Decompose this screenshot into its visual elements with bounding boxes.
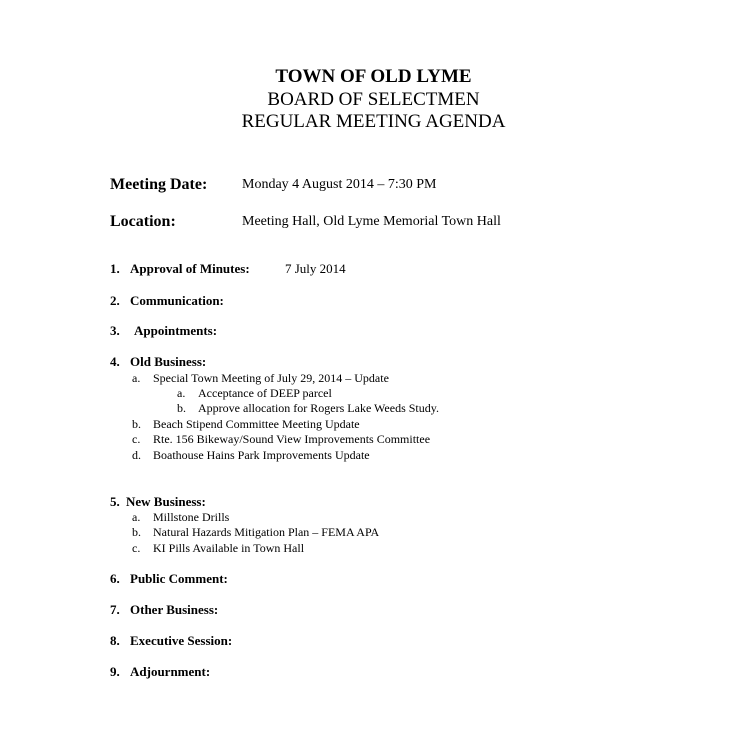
item-3-title: Appointments: (134, 323, 218, 338)
item-4c-letter: c. (132, 432, 141, 446)
item-5b-letter: b. (132, 525, 141, 539)
item-8-title: Executive Session: (130, 633, 233, 648)
item-9-title: Adjournment: (130, 664, 211, 679)
item-8-number: 8. (110, 633, 120, 648)
item-6-title: Public Comment: (130, 571, 228, 586)
meeting-date-value: Monday 4 August 2014 – 7:30 PM (242, 177, 437, 192)
item-5-number: 5. (110, 494, 120, 509)
item-9-number: 9. (110, 664, 120, 679)
item-2-title: Communication: (130, 293, 224, 308)
meeting-date-label: Meeting Date: (110, 176, 208, 193)
item-4c-text: Rte. 156 Bikeway/Sound View Improvements Committee (153, 432, 431, 446)
item-4b-text: Beach Stipend Committee Meeting Update (153, 417, 360, 431)
item-4a-text: Special Town Meeting of July 29, 2014 – Update (153, 371, 389, 385)
location-value: Meeting Hall, Old Lyme Memorial Town Hall (242, 214, 501, 229)
item-5c-text: KI Pills Available in Town Hall (153, 541, 305, 555)
item-4d-text: Boathouse Hains Park Improvements Update (153, 448, 370, 462)
board-title: BOARD OF SELECTMEN (267, 89, 480, 110)
item-1-title: Approval of Minutes: (130, 261, 250, 276)
item-4a-sub-b-letter: b. (177, 401, 186, 415)
item-4-title: Old Business: (130, 354, 207, 369)
item-4a-sub-a-text: Acceptance of DEEP parcel (198, 386, 332, 400)
town-title: TOWN OF OLD LYME (275, 66, 472, 87)
item-4a-letter: a. (132, 371, 141, 385)
item-5b-text: Natural Hazards Mitigation Plan – FEMA APA (153, 525, 380, 539)
item-3-number: 3. (110, 323, 120, 338)
agenda-title: REGULAR MEETING AGENDA (241, 111, 506, 132)
item-4b-letter: b. (132, 417, 141, 431)
item-2-number: 2. (110, 293, 120, 308)
item-4a-sub-b-text: Approve allocation for Rogers Lake Weeds Study. (198, 401, 439, 415)
item-1-number: 1. (110, 261, 120, 276)
item-7-number: 7. (110, 602, 120, 617)
item-6-number: 6. (110, 571, 120, 586)
item-1-value: 7 July 2014 (285, 261, 346, 276)
item-5a-letter: a. (132, 510, 141, 524)
location-label: Location: (110, 213, 176, 230)
item-4-number: 4. (110, 354, 120, 369)
item-4a-sub-a-letter: a. (177, 386, 186, 400)
item-5c-letter: c. (132, 541, 141, 555)
item-5a-text: Millstone Drills (153, 510, 230, 524)
item-5-title: New Business: (126, 494, 206, 509)
item-4d-letter: d. (132, 448, 141, 462)
item-7-title: Other Business: (130, 602, 219, 617)
